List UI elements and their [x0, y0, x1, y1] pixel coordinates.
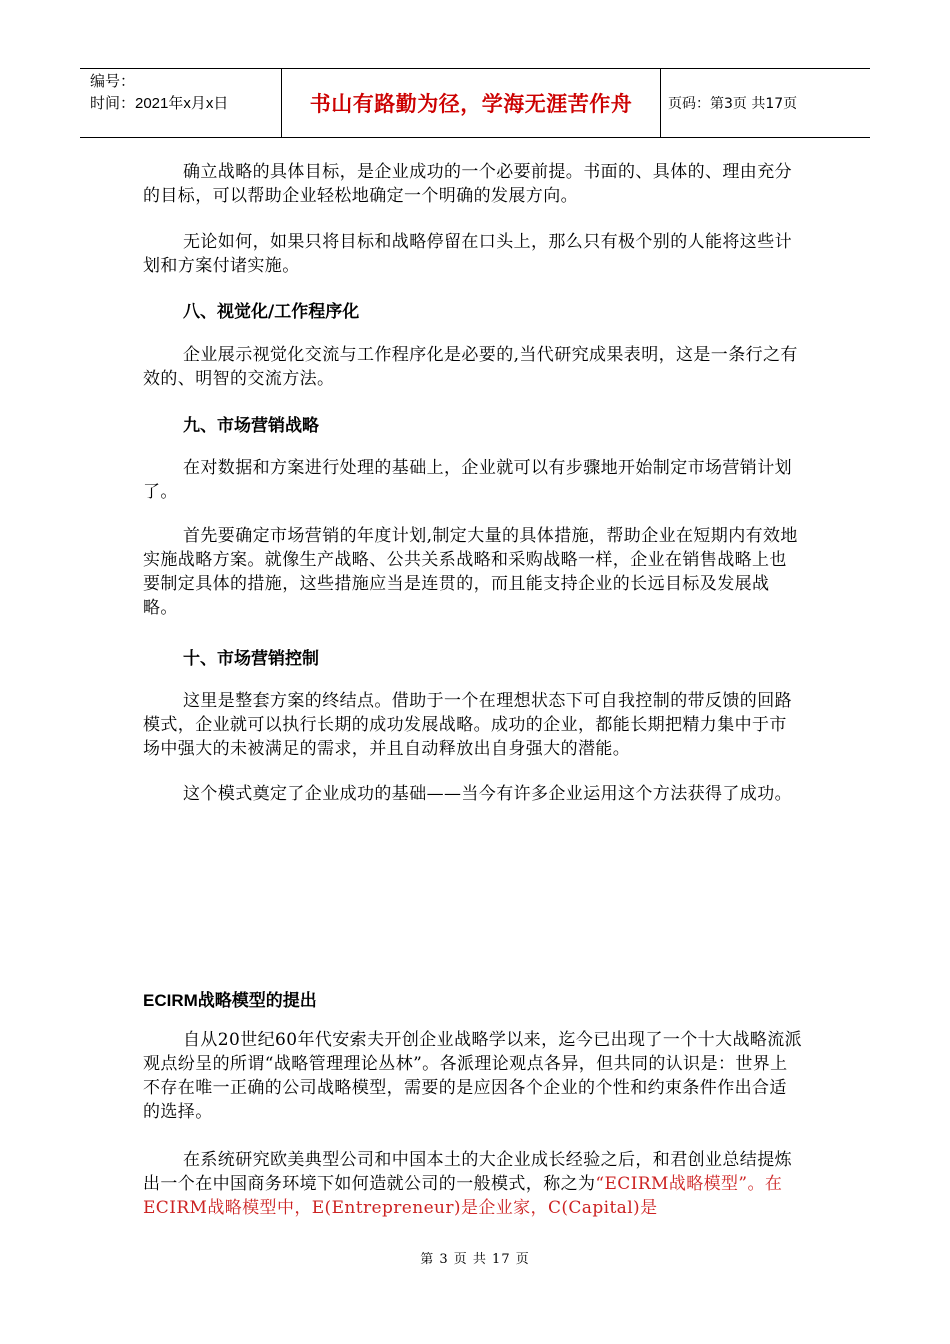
paragraph-implementation: 无论如何，如果只将目标和战略停留在口头上，那么只有极个别的人能将这些计划和方案付诸实施。 — [143, 232, 792, 276]
ecirm-section-title: ECIRM战略模型的提出 — [143, 991, 317, 1010]
paragraph-marketing-measures: 首先要确定市场营销的年度计划,制定大量的具体措施，帮助企业在短期内有效地实施战略方案。就像生产战略、公共关系战略和采购战略一样，企业在销售战略上也要制定具体的措施，这些措施应当是连贯的，而且能支持企业的长远目标及发展战略。 — [143, 526, 798, 618]
page-footer: 第 3 页 共 17 页 — [420, 1252, 530, 1267]
header-meta — [80, 69, 280, 139]
paragraph-model-foundation: 这个模式奠定了企业成功的基础——当今有许多企业运用这个方法获得了成功。 — [183, 784, 792, 804]
paragraph-visualization: 企业展示视觉化交流与工作程序化是必要的,当代研究成果表明，这是一条行之有效的、明智的交流方法。 — [143, 345, 798, 389]
paragraph-marketing-plan: 在对数据和方案进行处理的基础上，企业就可以有步骤地开始制定市场营销计划了。 — [143, 458, 792, 502]
document-number-label: 编号： — [90, 73, 136, 90]
ecirm-model-highlight: “ECIRM战略模型”。在 ECIRM战略模型中，E(Entrepreneur)是企业家，C(Capital)是 — [143, 1174, 783, 1218]
header-page-info: 页码：第3页 共17页 — [668, 96, 798, 112]
section-heading-8: 八、视觉化/工作程序化 — [183, 302, 360, 322]
paragraph-goals: 确立战略的具体目标，是企业成功的一个必要前提。书面的、具体的、理由充分的目标，可以帮助企业轻松地确定一个明确的发展方向。 — [143, 162, 792, 206]
paragraph-strategy-history: 自从20世纪60年代安索夫开创企业战略学以来，迄今已出现了一个十大战略流派观点纷呈的所谓“战略管理理论丛林”。各派理论观点各异，但共同的认识是：世界上不存在唯一正确的公司战略模型，需要的是应因各个企业的个性和约束条件作出合适的选择。 — [143, 1030, 803, 1122]
paragraph-control: 这里是整套方案的终结点。借助于一个在理想状态下可自我控制的带反馈的回路模式，企业就可以执行长期的成功发展战略。成功的企业，都能长期把精力集中于市场中强大的未被满足的需求，并且自动释放出自身强大的潜能。 — [143, 691, 792, 759]
ecirm-intro-text: 在系统研究欧美典型公司和中国本土的大企业成长经验之后，和君创业总结提炼出一个在中国商务环境下如何造就公司的一般模式，称之为 — [143, 1150, 792, 1194]
section-heading-10: 十、市场营销控制 — [183, 649, 319, 669]
document-time-label: 时间：2021年x月x日 — [90, 95, 229, 112]
header-motto: 书山有路勤为径，学海无涯苦作舟 — [281, 69, 661, 137]
paragraph-ecirm-intro — [143, 1148, 803, 1220]
section-heading-9: 九、市场营销战略 — [183, 416, 319, 436]
page-header — [80, 68, 870, 138]
